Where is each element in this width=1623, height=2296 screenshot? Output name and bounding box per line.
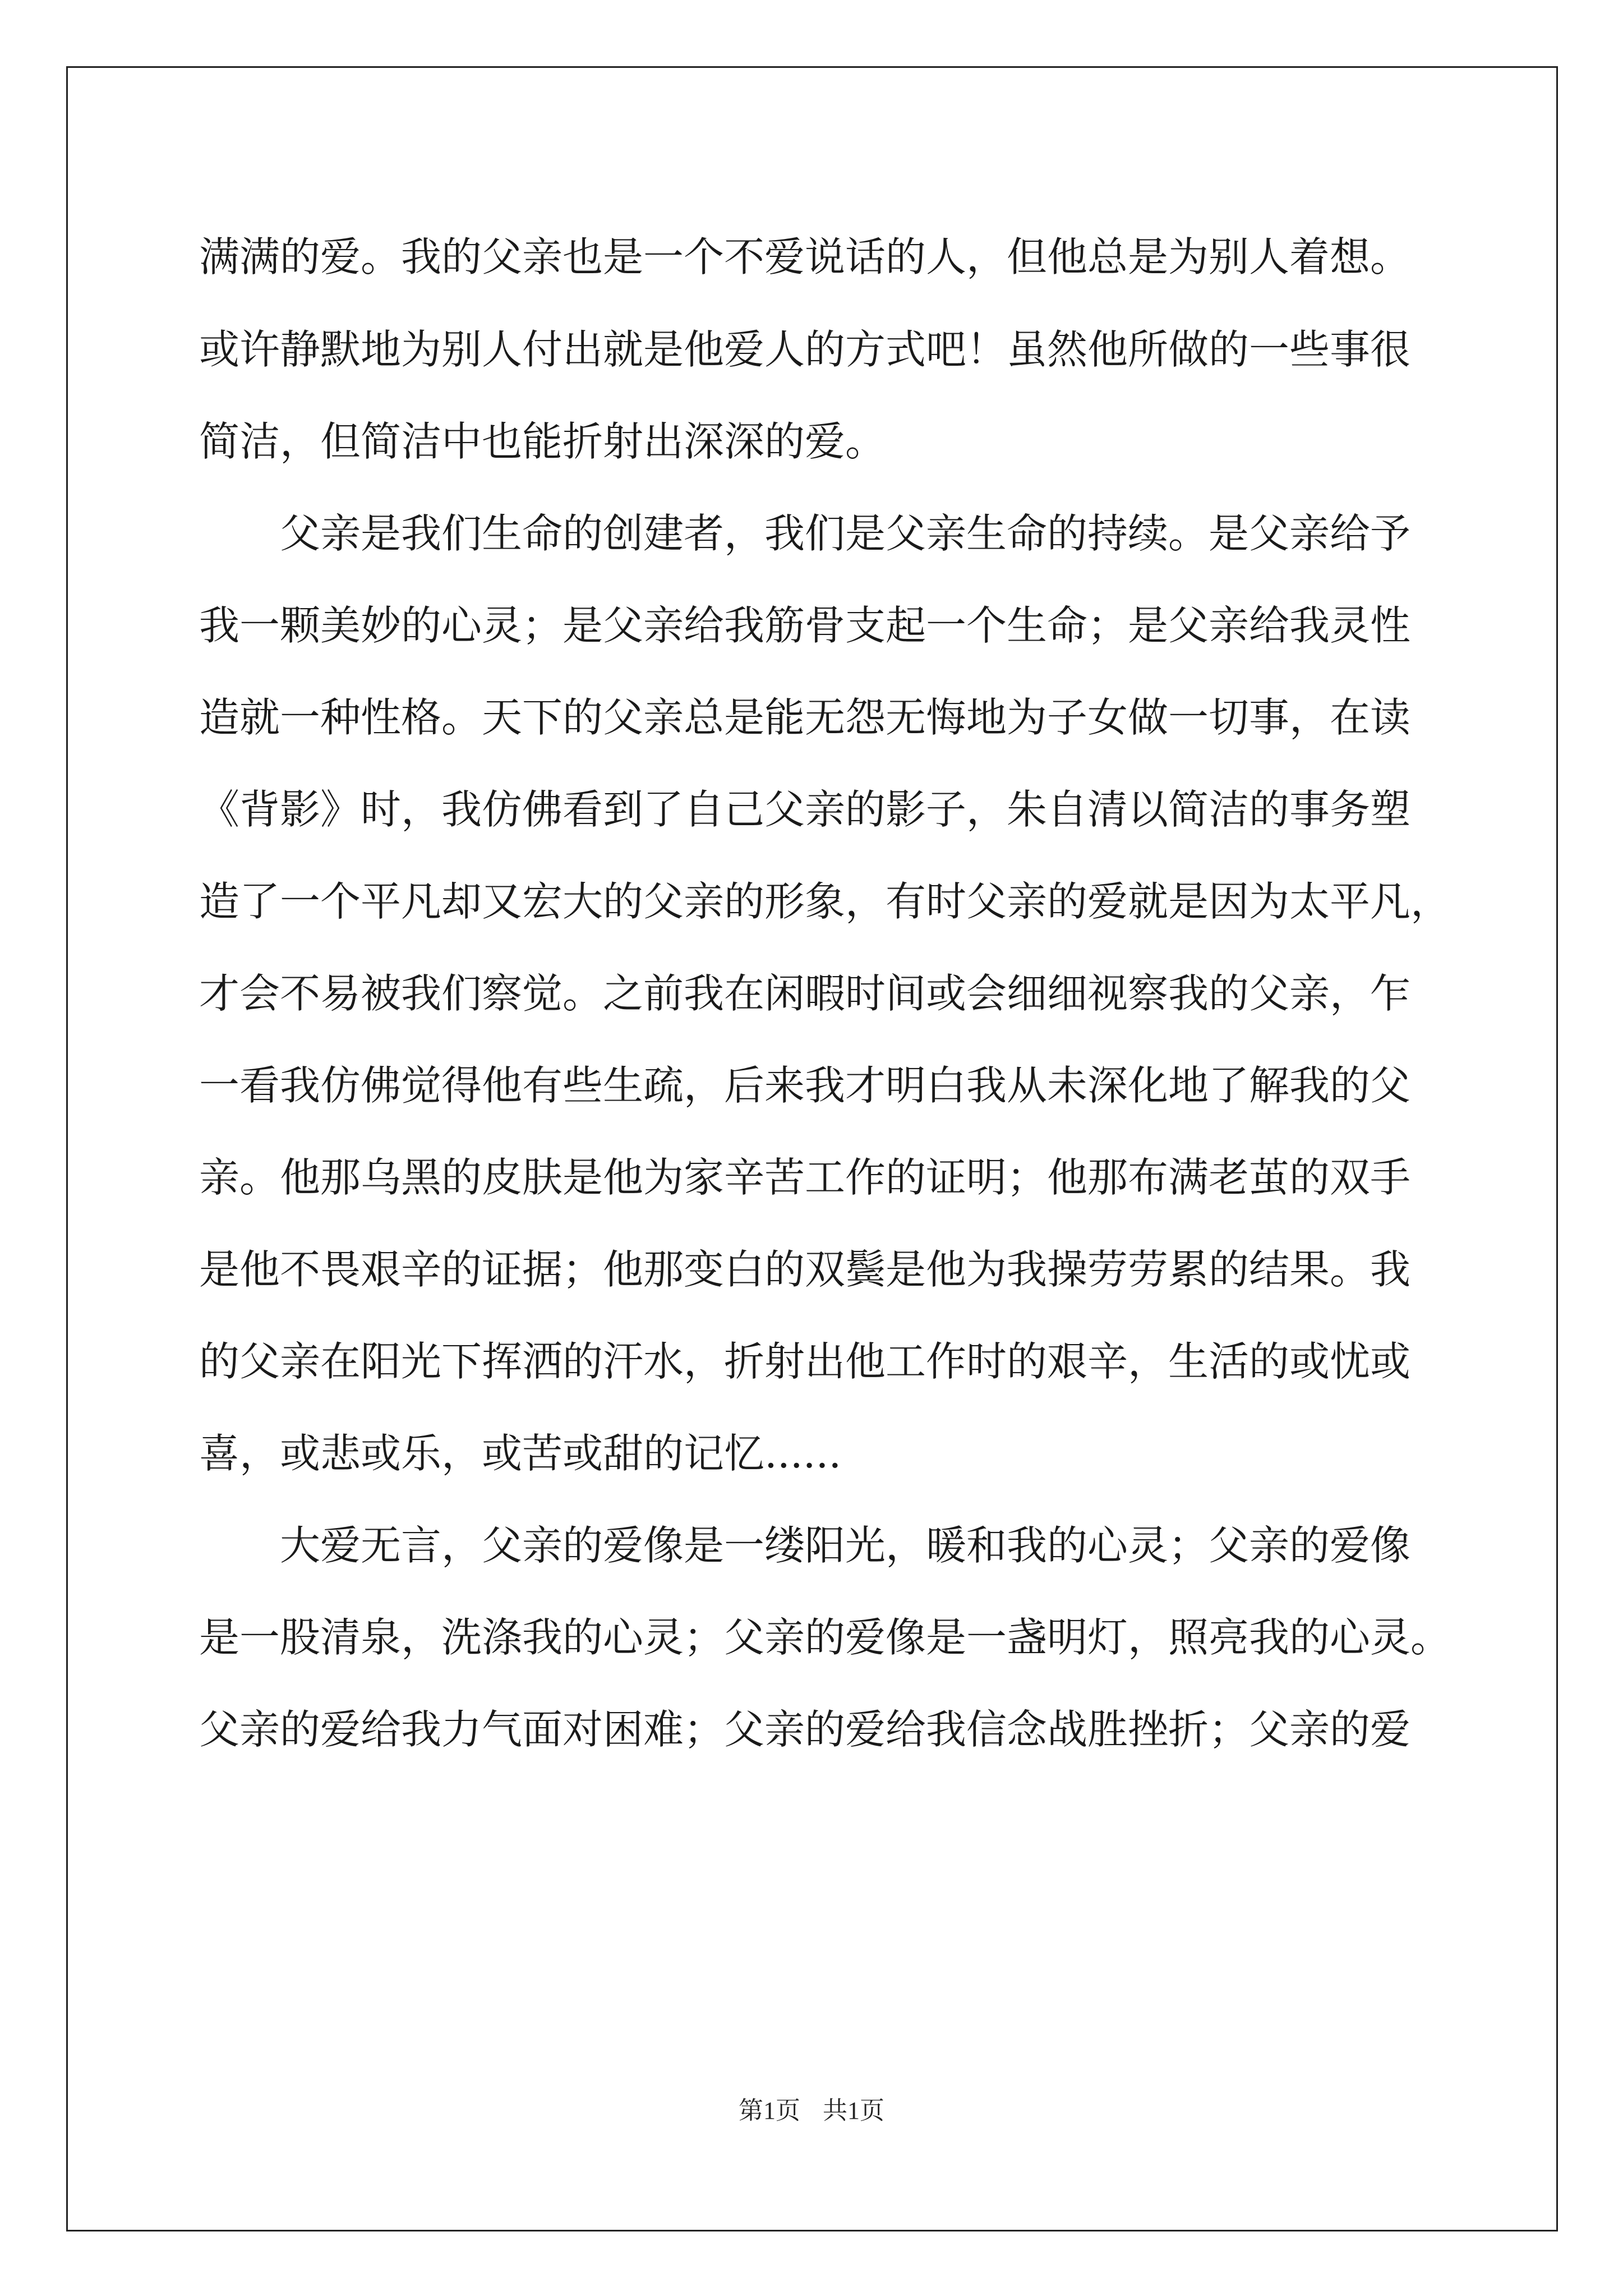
text-line: 一看我仿佛觉得他有些生疏，后来我才明白我从未深化地了解我的父: [199, 1062, 1411, 1109]
text-line: 是他不畏艰辛的证据；他那变白的双鬓是他为我操劳劳累的结果。我: [199, 1246, 1411, 1293]
text-line: 或许静默地为别人付出就是他爱人的方式吧！虽然他所做的一些事很: [199, 326, 1411, 373]
page-footer: [0, 2094, 1623, 2128]
text-line: 大爱无言，父亲的爱像是一缕阳光，暖和我的心灵；父亲的爱像: [199, 1522, 1411, 1569]
text-line: 造就一种性格。天下的父亲总是能无怨无悔地为子女做一切事，在读: [199, 694, 1411, 741]
text-line: 造了一个平凡却又宏大的父亲的形象，有时父亲的爱就是因为太平凡，: [199, 878, 1451, 925]
text-line: 是一股清泉，洗涤我的心灵；父亲的爱像是一盏明灯，照亮我的心灵。: [199, 1614, 1451, 1661]
text-line: 的父亲在阳光下挥洒的汗水，折射出他工作时的艰辛，生活的或忧或: [199, 1338, 1411, 1385]
page-number-current: 第1页: [739, 2097, 800, 2124]
text-line: 满满的爱。我的父亲也是一个不爱说话的人，但他总是为别人着想。: [199, 233, 1411, 280]
text-line: 父亲是我们生命的创建者，我们是父亲生命的持续。是父亲给予: [199, 510, 1411, 557]
text-line: 简洁，但简洁中也能折射出深深的爱。: [199, 418, 886, 465]
text-line: 才会不易被我们察觉。之前我在闲暇时间或会细细视察我的父亲，乍: [199, 970, 1411, 1017]
text-line: 父亲的爱给我力气面对困难；父亲的爱给我信念战胜挫折；父亲的爱: [199, 1706, 1411, 1753]
text-line: 喜，或悲或乐，或苦或甜的记忆......: [199, 1430, 842, 1477]
text-line: 我一颗美妙的心灵；是父亲给我筋骨支起一个生命；是父亲给我灵性: [199, 602, 1411, 649]
page-number-total: 共1页: [823, 2097, 884, 2124]
text-line: 《背影》时，我仿佛看到了自己父亲的影子，朱自清以简洁的事务塑: [199, 786, 1411, 833]
text-line: 亲。他那乌黑的皮肤是他为家辛苦工作的证明；他那布满老茧的双手: [199, 1154, 1411, 1201]
